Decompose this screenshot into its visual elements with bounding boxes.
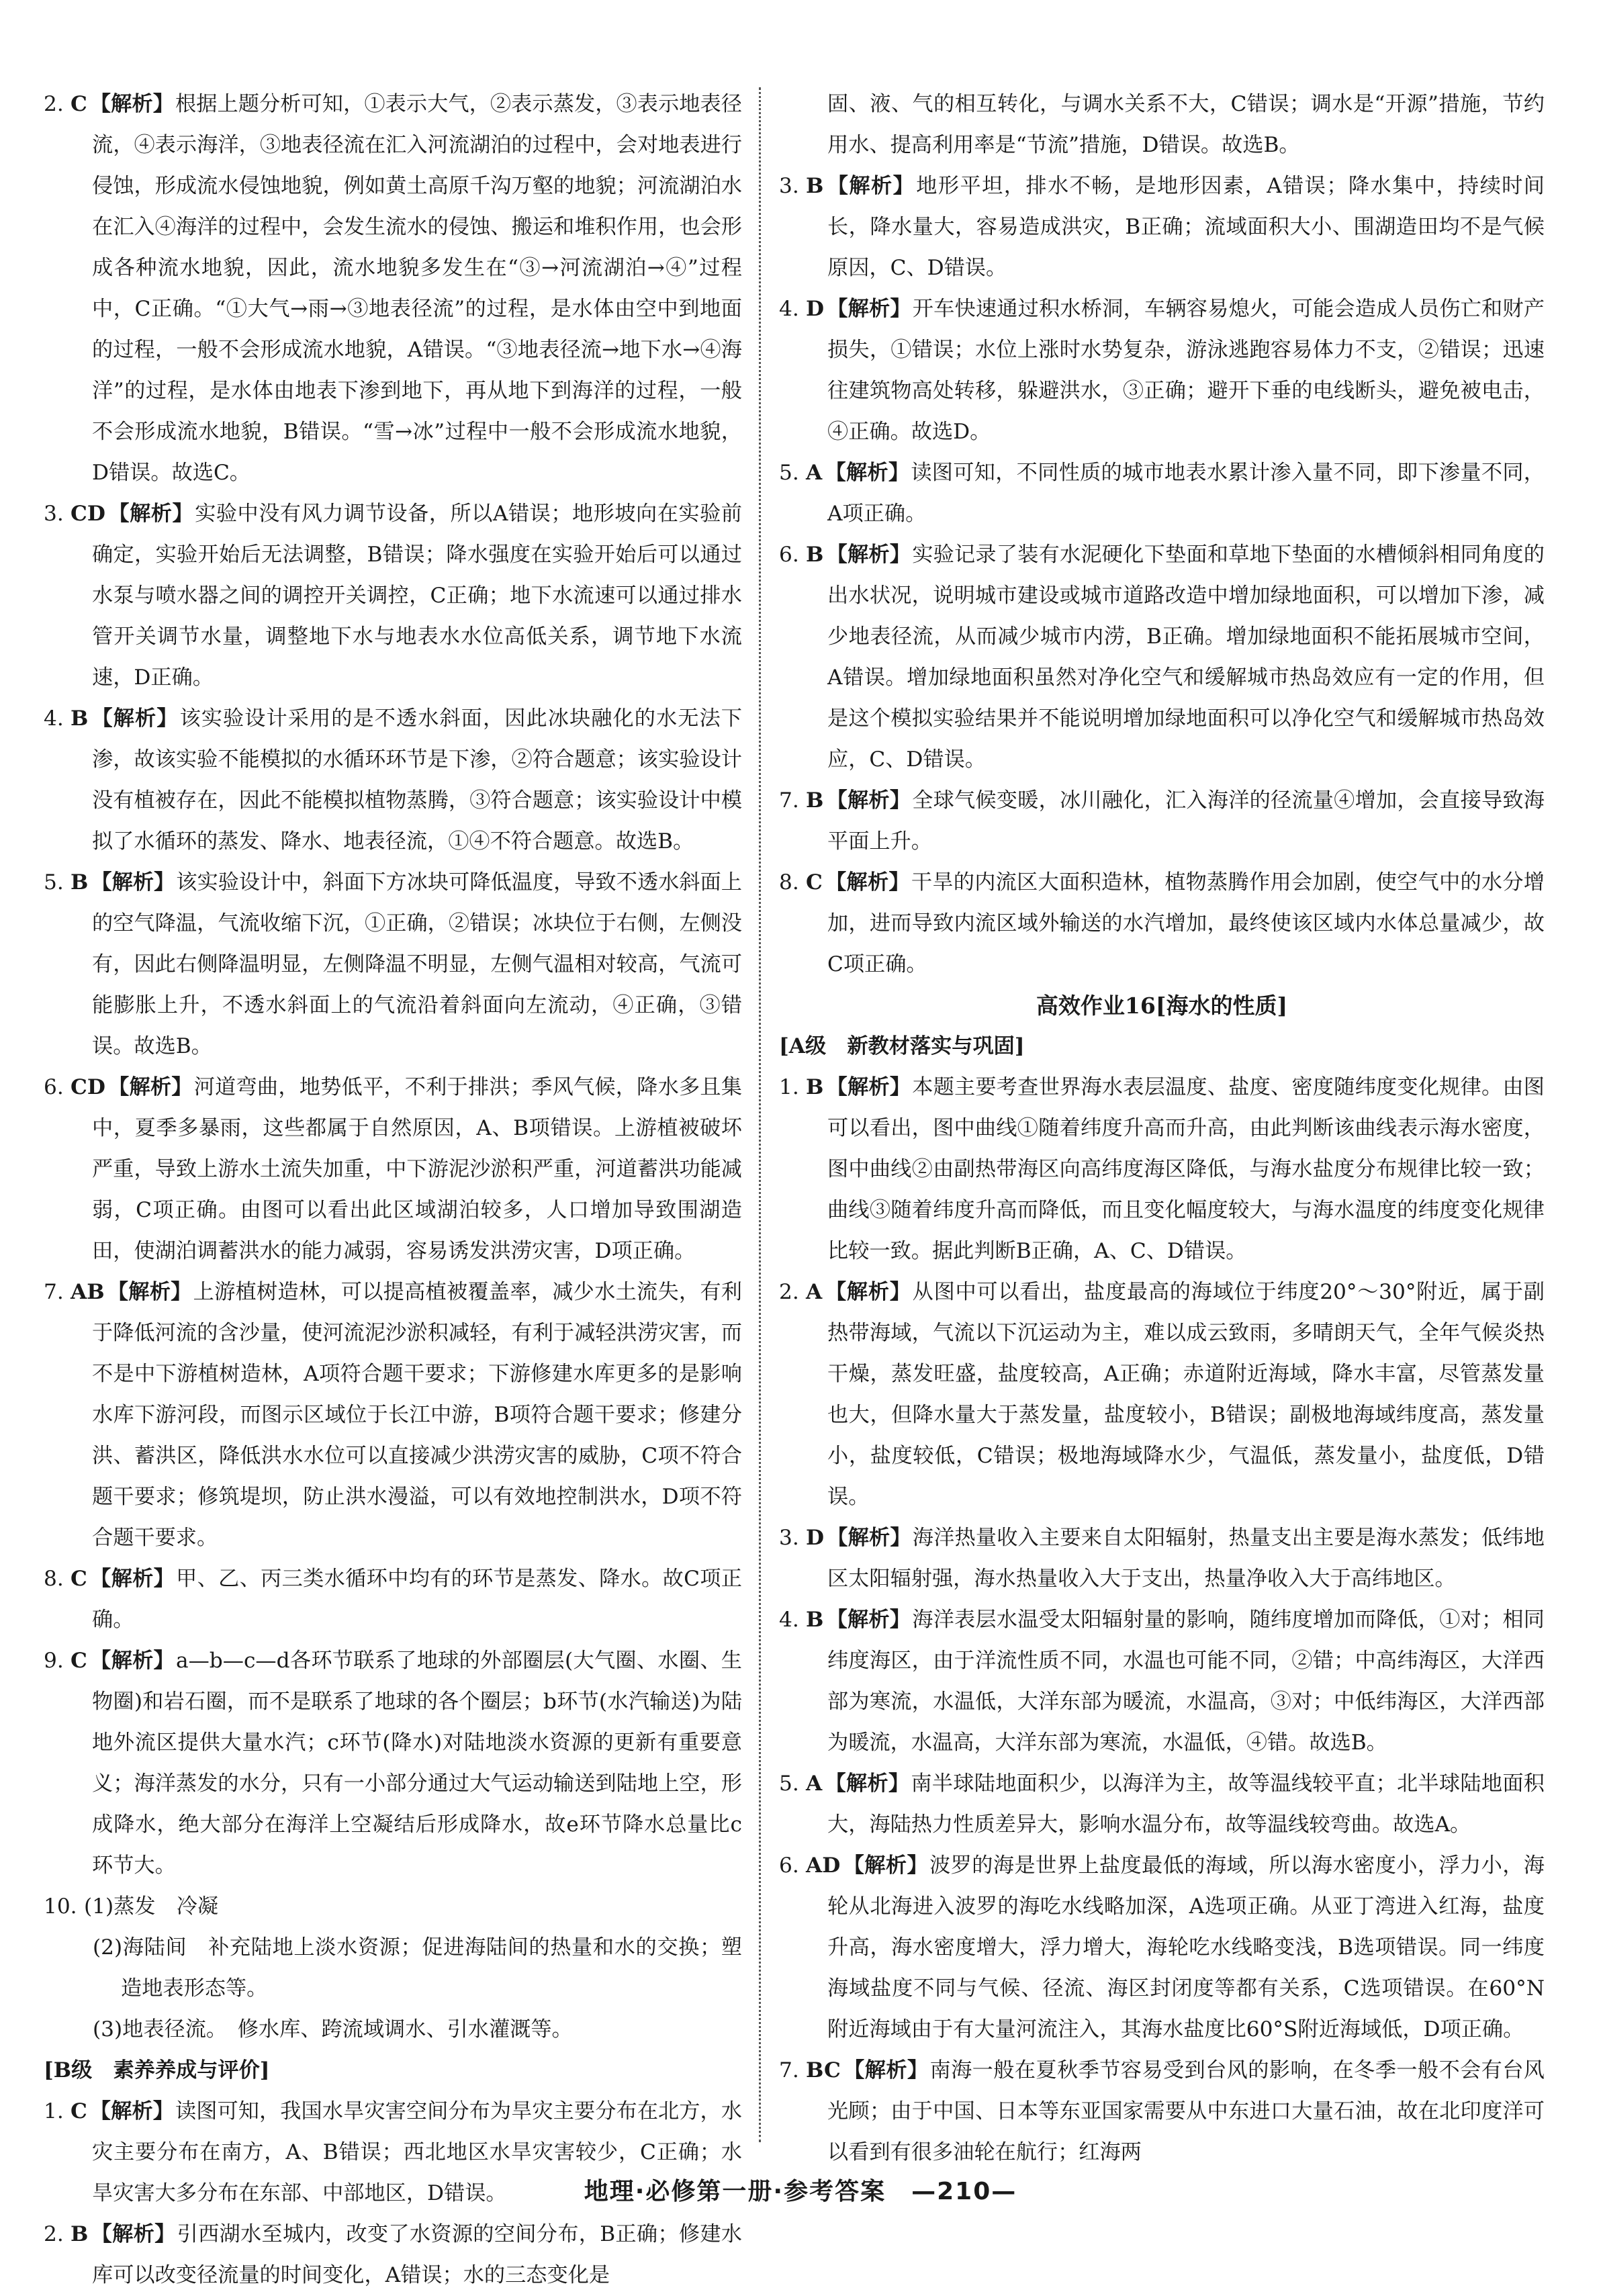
answer-item [779,862,1545,985]
item-number: 7. [779,788,799,813]
item-answer: B [71,2222,89,2246]
page-footer: 地理·必修第一册·参考答案 —210— [584,2178,1017,2205]
item-answer: B [71,706,89,731]
answer-item [44,1067,742,1272]
analysis-tag: 【解析】 [826,1608,911,1632]
item-number: 8. [44,1567,64,1591]
item-number: 6. [779,1853,799,1878]
item-number: 7. [44,1280,64,1304]
item-answer: B [806,174,824,198]
item-text: 全球气候变暖，冰川融化，汇入海洋的径流量④增加，会直接导致海平面上升。 [827,788,1545,854]
item-answer: D [806,297,825,321]
answer-item [779,1272,1545,1518]
item-text: 从图中可以看出，盐度最高的海域位于纬度20°～30°附近，属于副热带海域，气流以下沉运动为主，难以成云致雨，多晴朗天气，全年气候炎热干燥，蒸发旺盛，盐度较高，A正确；赤道附近海域，降水丰富，尽管蒸发量也大，但降水量大于蒸发量，盐度较小，B错误；副极地海域纬度高，蒸发量小，盐度较低，C错误；极地海域降水少，气温低，蒸发量小，盐度低，D错误。 [827,1280,1545,1509]
answer-item [44,494,742,698]
answer-item [44,862,742,1067]
item-answer: D [806,1526,825,1550]
item-answer: B [806,1075,824,1099]
item-number: 2. [44,92,64,116]
item-number: 3. [44,502,64,526]
item-number: 5. [779,461,799,485]
analysis-tag: 【解析】 [89,1567,175,1591]
level-a-heading: [A级 新教材落实与巩固] [779,1034,1025,1058]
item-number: 4. [44,706,64,731]
analysis-tag: 【解析】 [827,297,911,321]
item-text: 实验记录了装有水泥硬化下垫面和草地下垫面的水槽倾斜相同角度的出水状况，说明城市建设或城市道路改造中增加绿地面积，可以增加下渗，减少地表径流，从而减少城市内涝，B正确。增加绿地面积不能拓展城市空间，A错误。增加绿地面积虽然对净化空气和缓解城市热岛效应有一定的作用，但是这个模拟实验结果并不能说明增加绿地面积可以净化空气和缓解城市热岛效应，C、D错误。 [827,543,1545,772]
item-number: 7. [779,2058,799,2082]
section-title: 高效作业16[海水的性质] [1036,993,1288,1019]
item-number: 9. [44,1649,64,1673]
item-text: 该实验设计中，斜面下方冰块可降低温度，导致不透水斜面上的空气降温，气流收缩下沉，①正确，②错误；冰块位于右侧，左侧没有，因此右侧降温明显，左侧降温不明显，左侧气温相对较高，气流可能膨胀上升，不透水斜面上的气流沿着斜面向左流动，④正确，③错误。故选B。 [92,870,742,1058]
item-text: 上游植树造林，可以提高植被覆盖率，减少水土流失，有利于降低河流的含沙量，使河流泥沙淤积减轻，有利于减轻洪涝灾害，而不是中下游植树造林，A项符合题干要求；下游修建水库更多的是影响水库下游河段，而图示区域位于长江中游，B项符合题干要求；修建分洪、蓄洪区，降低洪水水位可以直接减少洪涝灾害的威胁，C项不符合题干要求；修筑堤坝，防止洪水漫溢，可以有效地控制洪水，D项不符合题干要求。 [92,1280,742,1550]
item-answer: B [71,870,89,894]
item-text: 实验中没有风力调节设备，所以A错误；地形坡向在实验前确定，实验开始后无法调整，B错误；降水强度在实验开始后可以通过水泵与喷水器之间的调控开关调控，C正确；地下水流速可以通过排水管开关调节水量，调整地下水与地表水水位高低关系，调节地下水流速，D正确。 [92,502,742,690]
answer-item [779,453,1545,535]
level-b-heading: [B级 素养养成与评价] [44,2058,270,2082]
answer-item [779,1518,1545,1600]
answer-item [779,1763,1545,1845]
answer-list-a [44,84,742,1886]
answer-item [779,535,1545,780]
analysis-tag: 【解析】 [107,502,194,526]
right-column [779,84,1545,2173]
item-number: 3. [779,174,799,198]
item-text: 南海一般在夏秋季节容易受到台风的影响，在冬季一般不会有台风光顾；由于中国、日本等东亚国家需要从中东进口大量石油，故在北印度洋可以看到有很多油轮在航行；红海两 [827,2058,1545,2164]
analysis-tag: 【解析】 [827,1526,911,1550]
item-answer: AB [71,1280,105,1304]
answer-item [44,2214,742,2296]
item-answer: C [806,870,823,894]
analysis-tag: 【解析】 [91,2222,176,2246]
left-column [44,84,742,2296]
answer-10 [44,1886,742,2050]
item-number: 4. [779,297,799,321]
answer-item [779,1600,1545,1763]
answer-item [779,2050,1545,2173]
answer-item [44,1272,742,1559]
item-text: a—b—c—d各环节联系了地球的外部圈层(大气圈、水圈、生物圈)和岩石圈，而不是联系了地球的各个圈层；b环节(水汽输送)为陆地外流区提供大量水汽；c环节(降水)对陆地淡水资源的更新有重要意义；海洋蒸发的水分，只有一小部分通过大气运动输送到陆地上空，形成降水，绝大部分在海洋上空凝结后形成降水，故e环节降水总量比c环节大。 [92,1649,742,1878]
item-text: 海洋表层水温受太阳辐射量的影响，随纬度增加而降低，①对；相同纬度海区，由于洋流性质不同，水温也可能不同，②错；中高纬海区，大洋西部为寒流，水温低，大洋东部为暖流，水温高，③对；中低纬海区，大洋西部为暖流，水温高，大洋东部为寒流，水温低，④错。故选B。 [827,1608,1545,1755]
item-text: 读图可知，不同性质的城市地表水累计渗入量不同，即下渗量不同，A项正确。 [827,461,1545,526]
analysis-tag: 【解析】 [825,870,910,894]
answer-item [44,1886,742,1927]
analysis-tag: 【解析】 [826,1075,911,1099]
item-text: 开车快速通过积水桥洞，车辆容易熄火，可能会造成人员伤亡和财产损失，①错误；水位上涨时水势复杂，游泳逃跑容易体力不支，②错误；迅速往建筑物高处转移，躲避洪水，③正确；避开下垂的电线断头，避免被电击，④正确。故选D。 [827,297,1545,444]
analysis-tag: 【解析】 [107,1075,193,1099]
answer-item [44,698,742,862]
item-text: 地形平坦，排水不畅，是地形因素，A错误；降水集中，持续时间长，降水量大，容易造成洪灾，B正确；流域面积大小、围湖造田均不是气候原因，C、D错误。 [827,174,1545,280]
item-number: 1. [779,1075,799,1099]
analysis-tag: 【解析】 [843,2058,929,2082]
answer-item [779,1067,1545,1272]
item-answer: C [71,92,87,116]
item-answer: B [806,1608,824,1632]
analysis-tag: 【解析】 [825,1280,911,1304]
item-text: 甲、乙、丙三类水循环中均有的环节是蒸发、降水。故C项正确。 [92,1567,742,1632]
q10-part: (3)地表径流。 修水库、跨流域调水、引水灌溉等。 [93,2017,573,2041]
item-answer: C [71,2099,87,2123]
analysis-tag: 【解析】 [89,1649,175,1673]
analysis-tag: 【解析】 [826,543,911,567]
answer-item [44,1559,742,1641]
item-number: 8. [779,870,799,894]
analysis-tag: 【解析】 [91,870,175,894]
item-text: 该实验设计采用的是不透水斜面，因此冰块融化的水无法下渗，故该实验不能模拟的水循环环节是下渗，②符合题意；该实验设计没有植被存在，因此不能模拟植物蒸腾，③符合题意；该实验设计中模拟了水循环的蒸发、降水、地表径流，①④不符合题意。故选B。 [92,706,742,854]
item-answer: BC [806,2058,841,2082]
analysis-tag: 【解析】 [89,2099,174,2123]
item-number: 6. [44,1075,64,1099]
continued-text: 固、液、气的相互转化，与调水关系不大，C错误；调水是“开源”措施，节约用水、提高利用率是“节流”措施，D错误。故选B。 [827,92,1545,157]
item-answer: A [806,1280,823,1304]
item-number: 2. [779,1280,799,1304]
item-answer: B [806,788,824,813]
item-answer: C [71,1649,87,1673]
item-answer: C [71,1567,87,1591]
item-answer: CD [71,502,105,526]
item-number: 1. [44,2099,64,2123]
answer-item [779,289,1545,453]
analysis-tag: 【解析】 [826,174,915,198]
answer-item [779,1845,1545,2050]
item-text: 干旱的内流区大面积造林，植物蒸腾作用会加剧，使空气中的水分增加，进而导致内流区域外输送的水汽增加，最终使该区域内水体总量减少，故C项正确。 [827,870,1545,976]
analysis-tag: 【解析】 [825,461,910,485]
item-number: 5. [44,870,64,894]
item-text: 海洋热量收入主要来自太阳辐射，热量支出主要是海水蒸发；低纬地区太阳辐射强，海水热量收入大于支出，热量净收入大于高纬地区。 [827,1526,1545,1591]
item-text: 本题主要考查世界海水表层温度、盐度、密度随纬度变化规律。由图可以看出，图中曲线①随着纬度升高而升高，由此判断该曲线表示海水密度，图中曲线②由副热带海区向高纬度海区降低，与海水盐度分布规律比较一致；曲线③随着纬度升高而降低，而且变化幅度较大，与海水温度的纬度变化规律比较一致。据此判断B正确，A、C、D错误。 [827,1075,1545,1263]
q10-part: (1)蒸发 冷凝 [84,1894,219,1919]
item-text: 根据上题分析可知，①表示大气，②表示蒸发，③表示地表径流，④表示海洋，③地表径流在汇入河流湖泊的过程中，会对地表进行侵蚀，形成流水侵蚀地貌，例如黄土高原千沟万壑的地貌；河流湖泊水在汇入④海洋的过程中，会发生流水的侵蚀、搬运和堆积作用，也会形成各种流水地貌，因此，流水地貌多发生在“③→河流湖泊→④”过程中，C正确。“①大气→雨→③地表径流”的过程，是水体由空中到地面的过程，一般不会形成流水地貌，A错误。“③地表径流→地下水→④海洋”的过程，是水体由地表下渗到地下，再从地下到海洋的过程，一般不会形成流水地貌，B错误。“雪→冰”过程中一般不会形成流水地貌，D错误。故选C。 [92,92,742,485]
item-text: 波罗的海是世界上盐度最低的海域，所以海水密度小，浮力小，海轮从北海进入波罗的海吃水线略加深，A选项正确。从亚丁湾进入红海，盐度升高，海水密度增大，浮力增大，海轮吃水线略变浅，B选项错误。同一纬度海域盐度不同与气候、径流、海区封闭度等都有关系，C选项错误。在60°N附近海域由于有大量河流注入，其海水盐度比60°S附近海域低，D项正确。 [827,1853,1545,2041]
item-answer: A [806,461,823,485]
item-answer: CD [71,1075,105,1099]
item-text: 南半球陆地面积少，以海洋为主，故等温线较平直；北半球陆地面积大，海陆热力性质差异大，影响水温分布，故等温线较弯曲。故选A。 [827,1772,1545,1837]
analysis-tag: 【解析】 [826,788,911,813]
answer-list-16a [779,1067,1545,2173]
column-divider [759,87,761,2142]
item-text: 河道弯曲，地势低平，不利于排洪；季风气候，降水多且集中，夏季多暴雨，这些都属于自然原因，A、B项错误。上游植被破坏严重，导致上游水土流失加重，中下游泥沙淤积严重，河道蓄洪功能减弱，C项正确。由图可以看出此区域湖泊较多，人口增加导致围湖造田，使湖泊调蓄洪水的能力减弱，容易诱发洪涝灾害，D项正确。 [92,1075,742,1263]
item-number: 5. [779,1772,799,1796]
item-number: 3. [779,1526,799,1550]
item-number: 4. [779,1608,799,1632]
item-number: 6. [779,543,799,567]
item-answer: A [806,1772,823,1796]
item-number: 2. [44,2222,64,2246]
analysis-tag: 【解析】 [89,92,174,116]
analysis-tag: 【解析】 [843,1853,929,1878]
answer-list-b-cont [779,166,1545,985]
item-answer: AD [806,1853,841,1878]
answer-item [44,84,742,494]
answer-item [779,780,1545,862]
item-number: 10. [44,1894,77,1919]
item-answer: B [806,543,824,567]
answer-item [44,1641,742,1886]
analysis-tag: 【解析】 [107,1280,192,1304]
item-text: 引西湖水至城内，改变了水资源的空间分布，B正确；修建水库可以改变径流量的时间变化，A错误；水的三态变化是 [92,2222,742,2287]
analysis-tag: 【解析】 [91,706,179,731]
item-text: 读图可知，我国水旱灾害空间分布为旱灾主要分布在北方，水灾主要分布在南方，A、B错误；西北地区水旱灾害较少，C正确；水旱灾害大多分布在东部、中部地区，D错误。 [92,2099,742,2205]
q10-part: (2)海陆间 补充陆地上淡水资源；促进海陆间的热量和水的交换；塑造地表形态等。 [93,1935,742,2001]
answer-item [779,166,1545,289]
analysis-tag: 【解析】 [825,1772,910,1796]
